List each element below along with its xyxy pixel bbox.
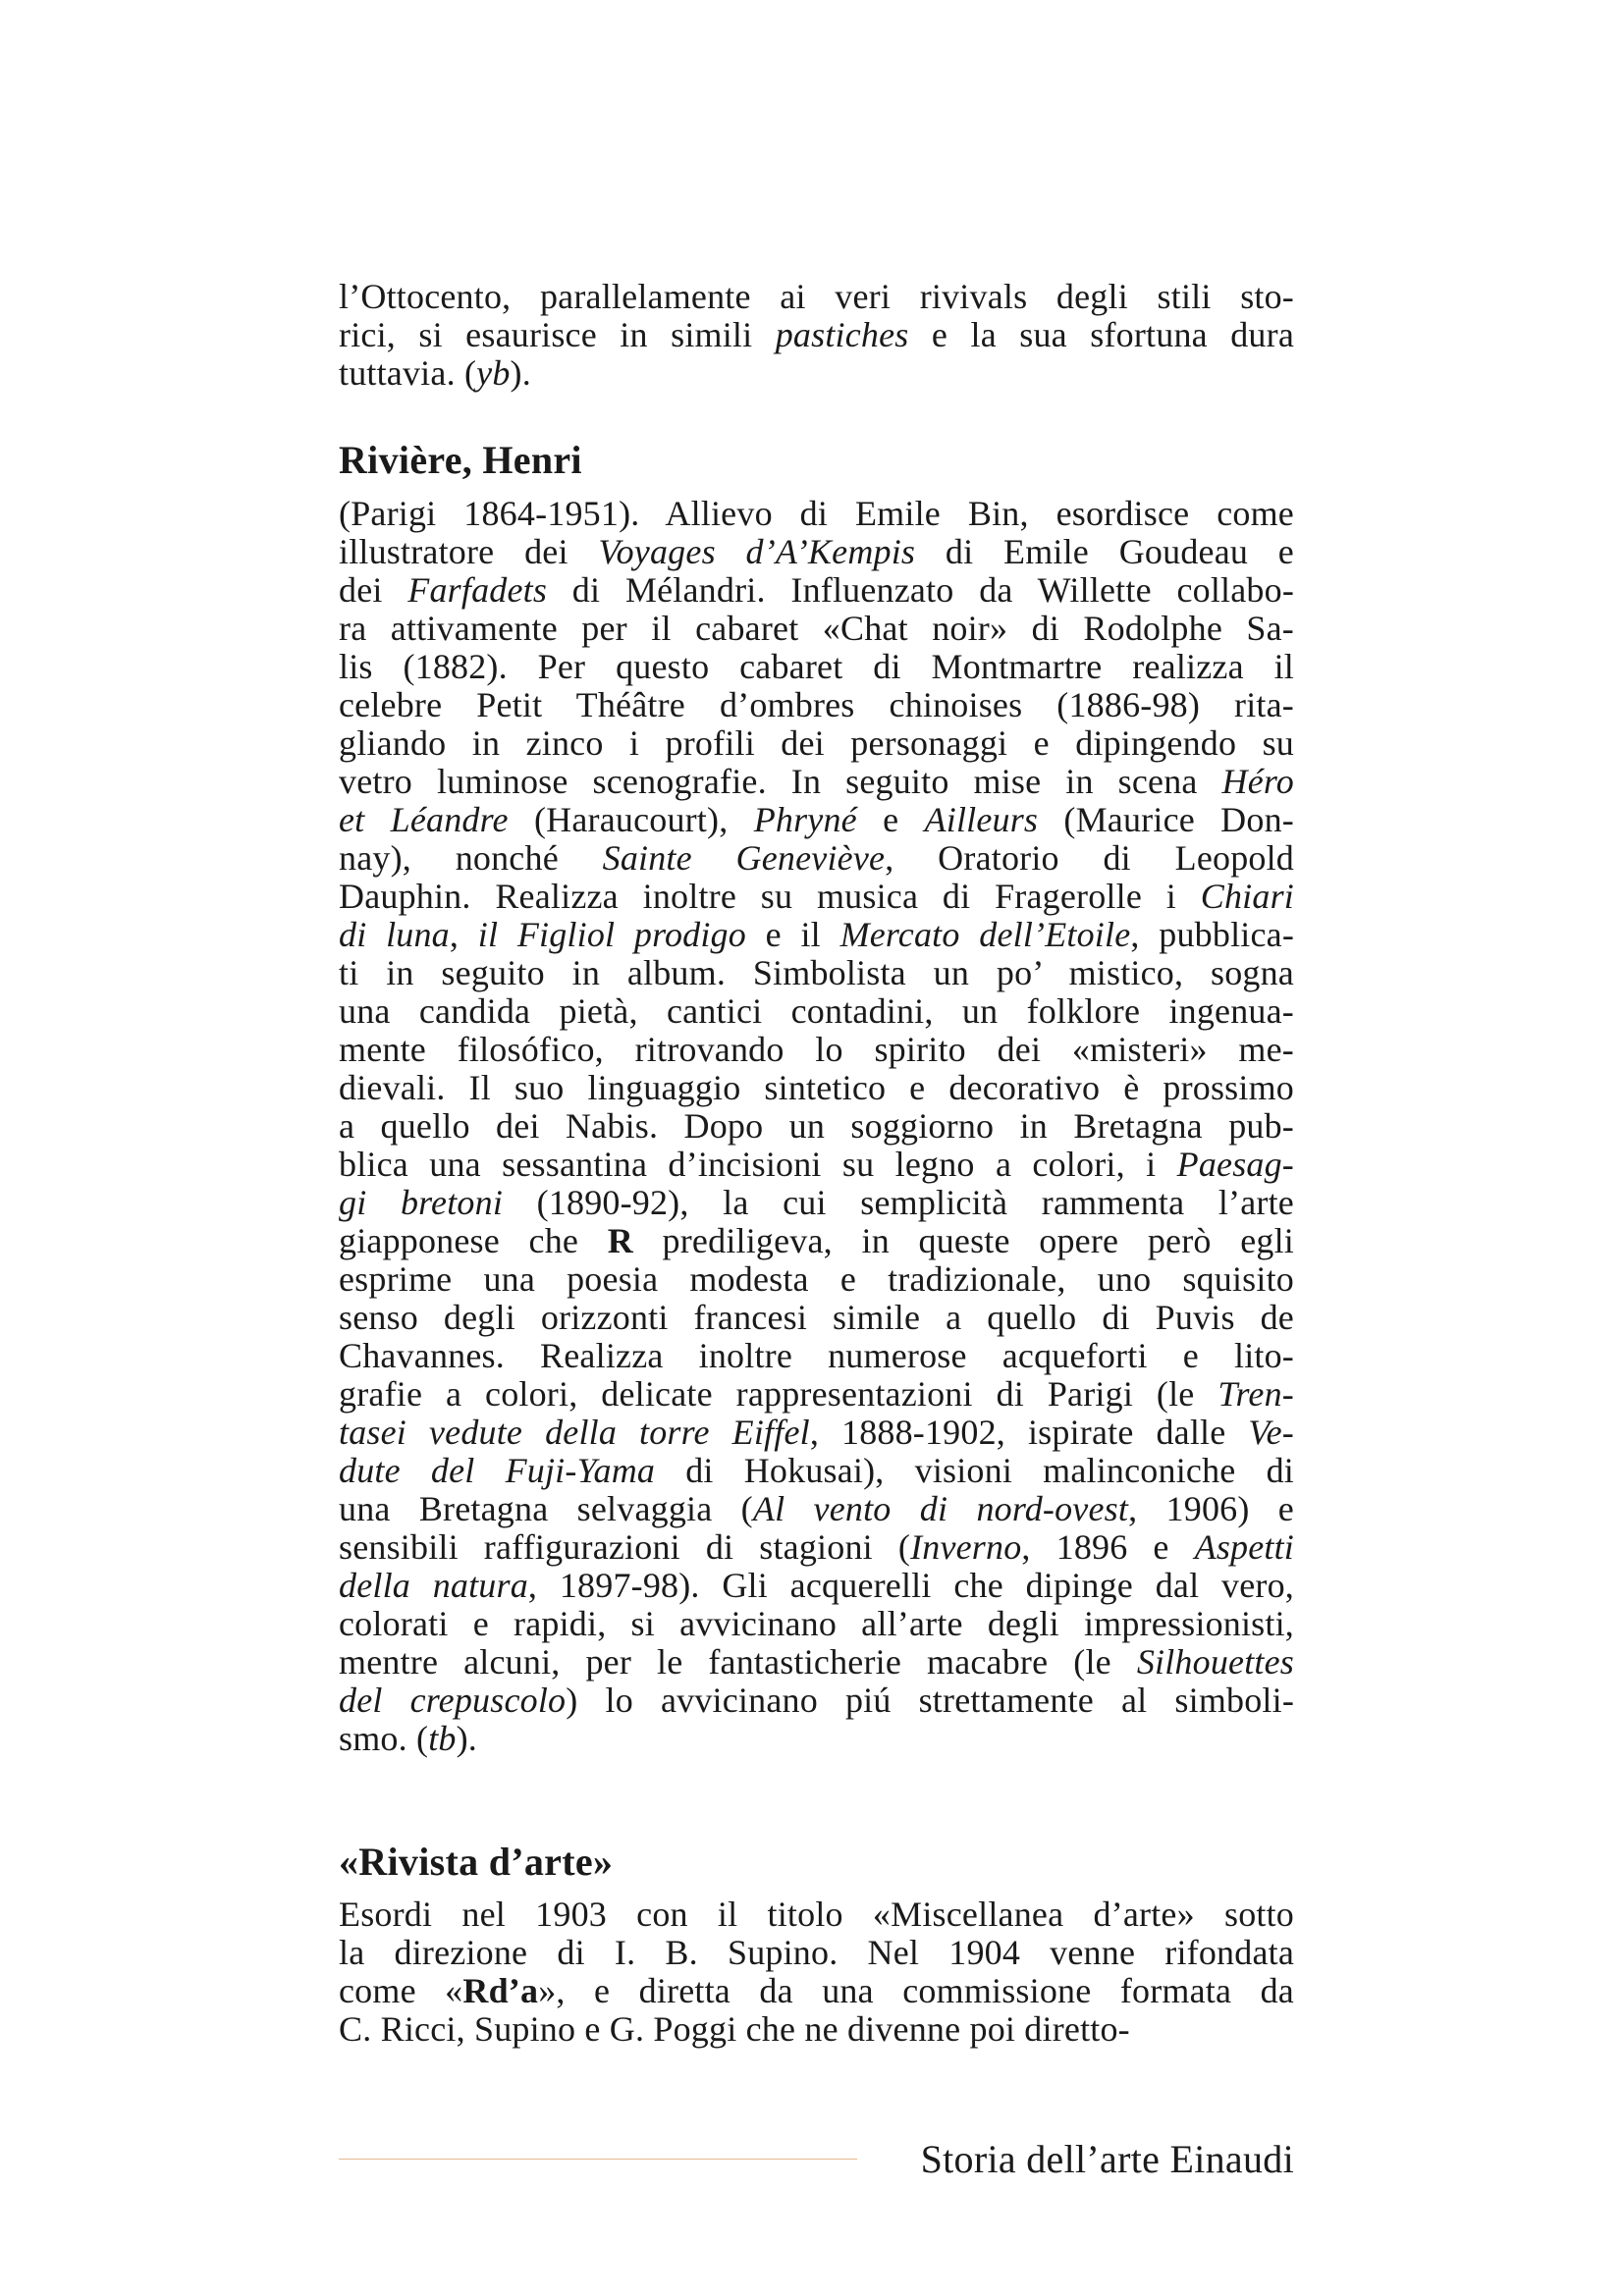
riviere-line: giapponese che R prediligeva, in queste opere però egli bbox=[339, 1221, 1294, 1260]
riviere-line: sensibili raffigurazioni di stagioni (Inverno, 1896 e Aspetti bbox=[339, 1527, 1295, 1567]
intro-line: rici, si esaurisce in simili pastiches e la sua sfortuna dura bbox=[339, 315, 1294, 354]
riviere-line: senso degli orizzonti francesi simile a quello di Puvis de bbox=[339, 1298, 1294, 1337]
rivista-line: Esordi nel 1903 con il titolo «Miscellanea d’arte» sotto bbox=[339, 1895, 1294, 1934]
riviere-line: a quello dei Nabis. Dopo un soggiorno in Bretagna pub- bbox=[339, 1106, 1294, 1146]
riviere-line: dute del Fuji-Yama di Hokusai), visioni malinconiche di bbox=[339, 1451, 1294, 1490]
riviere-line: nay), nonché Sainte Geneviève, Oratorio di Leopold bbox=[339, 838, 1294, 878]
riviere-line: smo. (tb). bbox=[339, 1719, 477, 1758]
riviere-line: mentre alcuni, per le fantasticherie macabre (le Silhouettes bbox=[339, 1642, 1294, 1682]
riviere-line: illustratore dei Voyages d’A’Kempis di Emile Goudeau e bbox=[339, 532, 1294, 571]
riviere-line: celebre Petit Théâtre d’ombres chinoises (1886-98) rita- bbox=[339, 685, 1294, 724]
riviere-line: gliando in zinco i profili dei personaggi e dipingendo su bbox=[339, 723, 1294, 763]
riviere-line: blica una sessantina d’incisioni su legno a colori, i Paesag- bbox=[339, 1145, 1294, 1184]
footer-rule bbox=[339, 2159, 857, 2160]
intro-paragraph bbox=[339, 278, 1294, 393]
rivista-line: la direzione di I. B. Supino. Nel 1904 venne rifondata bbox=[339, 1933, 1294, 1972]
riviere-line: Dauphin. Realizza inoltre su musica di Fragerolle i Chiari bbox=[339, 877, 1294, 916]
riviere-line: et Léandre (Haraucourt), Phryné e Ailleurs (Maurice Don- bbox=[339, 800, 1294, 839]
riviere-line: della natura, 1897-98). Gli acquerelli che dipinge dal vero, bbox=[339, 1566, 1294, 1605]
riviere-line: colorati e rapidi, si avvicinano all’arte degli impressionisti, bbox=[339, 1604, 1294, 1643]
entry-title-rivista-darte: «Rivista d’arte» bbox=[339, 1840, 614, 1884]
riviere-line: mente filosófico, ritrovando lo spirito dei «misteri» me- bbox=[339, 1030, 1294, 1069]
riviere-line: ra attivamente per il cabaret «Chat noir» di Rodolphe Sa- bbox=[339, 609, 1294, 648]
entry-body-rivista-darte bbox=[339, 1896, 1294, 2049]
riviere-line: Chavannes. Realizza inoltre numerose acqueforti e lito- bbox=[339, 1336, 1294, 1375]
riviere-line: dievali. Il suo linguaggio sintetico e decorativo è prossimo bbox=[339, 1068, 1294, 1107]
footer-publisher: Storia dell’arte Einaudi bbox=[920, 2137, 1294, 2181]
riviere-line: dei Farfadets di Mélandri. Influenzato da Willette collabo- bbox=[339, 570, 1295, 610]
riviere-line: una candida pietà, cantici contadini, un folklore ingenua- bbox=[339, 991, 1294, 1031]
riviere-line: tasei vedute della torre Eiffel, 1888-1902, ispirate dalle Ve- bbox=[339, 1413, 1294, 1452]
riviere-line: una Bretagna selvaggia (Al vento di nord-ovest, 1906) e bbox=[339, 1489, 1294, 1528]
entry-title-riviere: Rivière, Henri bbox=[339, 438, 582, 482]
riviere-line: (Parigi 1864-1951). Allievo di Emile Bin, esordisce come bbox=[339, 494, 1294, 533]
riviere-line: esprime una poesia modesta e tradizionale, uno squisito bbox=[339, 1259, 1294, 1299]
riviere-line: lis (1882). Per questo cabaret di Montmartre realizza il bbox=[339, 647, 1294, 686]
entry-body-riviere bbox=[339, 495, 1294, 1758]
riviere-line: gi bretoni (1890-92), la cui semplicità rammenta l’arte bbox=[339, 1183, 1294, 1222]
intro-line: tuttavia. (yb). bbox=[339, 353, 531, 393]
riviere-line: del crepuscolo) lo avvicinano piú strettamente al simboli- bbox=[339, 1681, 1295, 1720]
intro-line: l’Ottocento, parallelamente ai veri rivivals degli stili sto- bbox=[339, 277, 1294, 316]
riviere-line: vetro luminose scenografie. In seguito mise in scena Héro bbox=[339, 762, 1294, 801]
riviere-line: grafie a colori, delicate rappresentazioni di Parigi (le Tren- bbox=[339, 1374, 1294, 1414]
riviere-line: ti in seguito in album. Simbolista un po’ mistico, sogna bbox=[339, 953, 1294, 992]
rivista-line: C. Ricci, Supino e G. Poggi che ne divenne poi diretto- bbox=[339, 2009, 1130, 2049]
riviere-line: di luna, il Figliol prodigo e il Mercato dell’Etoile, pubblica- bbox=[339, 915, 1295, 954]
rivista-line: come «Rd’a», e diretta da una commissione formata da bbox=[339, 1971, 1294, 2010]
